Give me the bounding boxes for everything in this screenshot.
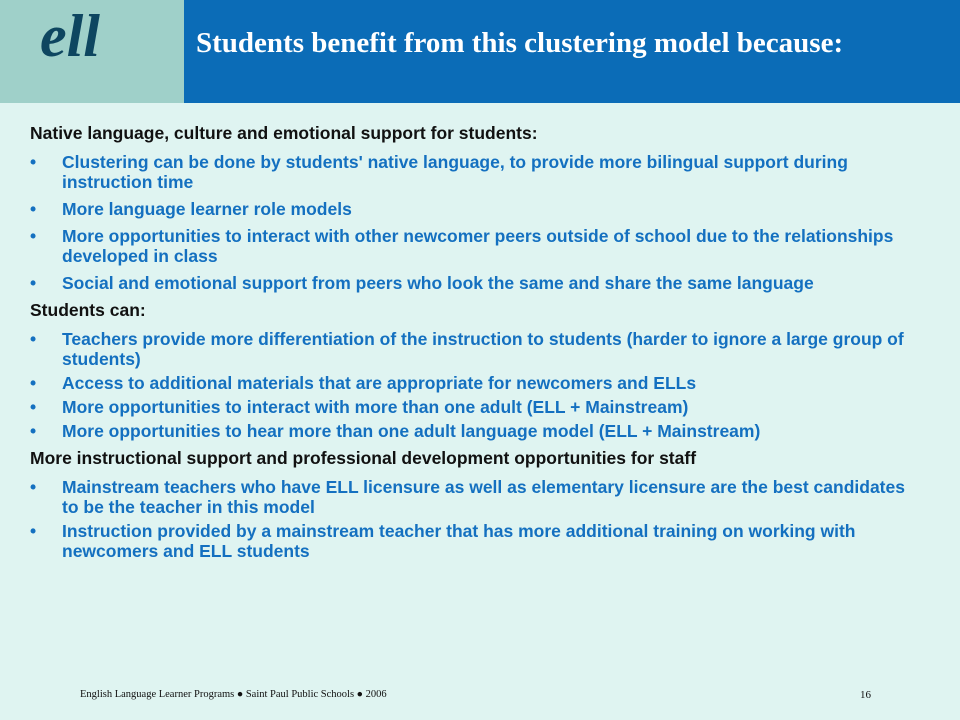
bullet-list <box>30 329 925 441</box>
page-number: 16 <box>860 689 871 701</box>
bullet-item: • More opportunities to interact with more than one adult (ELL + Mainstream) <box>30 397 689 417</box>
bullet-item: • More opportunities to interact with other newcomer peers outside of school due to the relationships developed in class <box>30 226 894 266</box>
bullet-icon: • <box>30 199 37 219</box>
section-heading: Students can: <box>30 300 146 320</box>
section-heading: Native language, culture and emotional support for students: <box>30 123 538 143</box>
bullet-item: • More opportunities to hear more than one adult language model (ELL + Mainstream) <box>30 421 761 441</box>
bullet-item: • Instruction provided by a mainstream teacher that has more additional training on working with newcomers and ELL students <box>30 521 856 561</box>
bullet-list <box>30 477 925 561</box>
bullet-item: • Access to additional materials that are appropriate for newcomers and ELLs <box>30 373 697 393</box>
bullet-icon: • <box>30 273 37 293</box>
bullet-icon: • <box>30 226 37 246</box>
bullet-icon: • <box>30 152 37 172</box>
logo-panel <box>0 0 184 103</box>
bullet-icon: • <box>30 329 37 349</box>
bullet-item: • Mainstream teachers who have ELL licensure as well as elementary licensure are the best candidates to be the teacher in this model <box>30 477 905 517</box>
bullet-item: • More language learner role models <box>30 199 352 219</box>
slide-title: Students benefit from this clustering model because: <box>196 27 844 59</box>
bullet-item: • Clustering can be done by students' native language, to provide more bilingual support during instruction time <box>30 152 848 192</box>
bullet-item: • Social and emotional support from peers who look the same and share the same language <box>30 273 814 293</box>
bullet-item: • Teachers provide more differentiation of the instruction to students (harder to ignore a large group of students) <box>30 329 904 369</box>
bullet-icon: • <box>30 397 37 417</box>
section-heading: More instructional support and professional development opportunities for staff <box>30 448 697 468</box>
bullet-icon: • <box>30 521 37 541</box>
ell-logo: ell <box>40 3 100 69</box>
bullet-icon: • <box>30 477 37 497</box>
footer-credit: English Language Learner Programs ● Saint Paul Public Schools ● 2006 <box>80 689 387 700</box>
bullet-icon: • <box>30 421 37 441</box>
bullet-list <box>30 152 925 293</box>
bullet-icon: • <box>30 373 37 393</box>
title-bar <box>184 0 960 103</box>
slide-content <box>30 123 925 568</box>
